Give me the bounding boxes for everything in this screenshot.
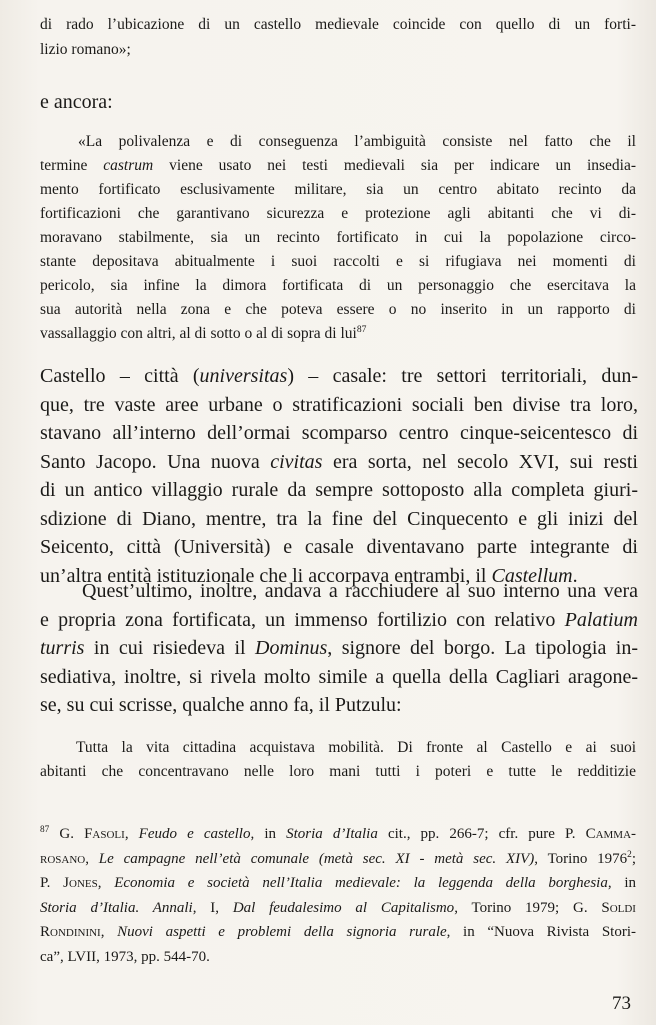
footnote-line-1 [40, 822, 636, 847]
p1-line-6: sdizione di Diano, mentre, tra la fine del Cinquecento e gli inizi del [40, 507, 638, 530]
text-run: , [85, 850, 99, 867]
quote-continuation [40, 12, 636, 62]
text-run: Castello – città ( [40, 365, 200, 387]
footnote-reference[interactable]: 87 [356, 323, 367, 335]
text-run: cit., pp. 266-7; cfr. pure P. [377, 826, 586, 842]
text-run: , in [607, 875, 636, 891]
p1-line-1 [40, 362, 638, 391]
p2-line-3 [40, 634, 638, 663]
work-title: Nuovi aspetti e problemi della signoria rurale [117, 924, 447, 940]
author-name: Fasoli [84, 826, 125, 842]
quote-main-line-5: moravano stabilmente, sia un recinto fortificato in cui la popolazione circo- [40, 229, 636, 246]
transition-text: e ancora: [40, 91, 113, 113]
work-title: Dal feudalesimo al Capitalismo [232, 899, 455, 916]
p1-line-5: di un antico villaggio rurale da sempre sottoposto alla completa giuri- [40, 479, 638, 501]
author-name: Camma- [585, 826, 637, 842]
author-name: Rondinini [40, 924, 101, 940]
work-title: Storia d’Italia [286, 826, 378, 842]
footnote-line-5 [40, 920, 636, 945]
work-title: Feudo e castello [138, 826, 251, 842]
text-run: , [124, 826, 139, 842]
author-name: Soldi [601, 899, 636, 916]
p2-line-2 [40, 606, 638, 635]
p2-line-5: se, su cui scrisse, qualche anno fa, il Putzulu: [40, 694, 402, 716]
body-paragraph-1 [40, 362, 638, 590]
text-run: , signore del borgo. La tipologia in- [327, 637, 638, 659]
footnote-line-4 [40, 896, 636, 921]
work-title: Economia e società nell’Italia medievale: la leggenda della borghesia [114, 875, 608, 891]
quote-main-line-2 [40, 154, 636, 178]
footnote-line-6: ca”, LVII, 1973, pp. 544-70. [40, 948, 210, 965]
text-run: in cui risiedeva il [84, 637, 256, 659]
text-run: Santo Jacopo. Una nuova [40, 450, 271, 473]
quote-main-line-9 [40, 322, 636, 346]
page-number: 73 [612, 993, 631, 1014]
quote-main-line-6: stante depositava abitualmente i suoi raccolti e si rifugiava nei momenti di [40, 253, 636, 270]
body-paragraph-2 [40, 577, 638, 720]
text-run: , [97, 875, 115, 891]
edition-superscript: 2 [627, 849, 632, 860]
block-quote [40, 130, 636, 346]
quote-bottom-line-1: Tutta la vita cittadina acquistava mobilità. Di fronte al Castello e ai suoi [76, 739, 636, 756]
italic-term-turris: turris [40, 637, 85, 659]
italic-term-civitas: civitas [270, 450, 323, 473]
text-run: . [572, 564, 578, 587]
footnote-number: 87 [40, 825, 50, 835]
text-run: viene usato nei testi medievali sia per indicare un insedia- [153, 157, 637, 174]
text-run: , in [250, 826, 287, 842]
text-run: era sorta, nel secolo XVI, sui resti [322, 450, 638, 473]
text-run: termine [40, 157, 104, 174]
work-title: Storia d’Italia. Annali [40, 899, 193, 916]
italic-term-dominus: Dominus [255, 637, 328, 659]
text-run: G. [49, 826, 85, 842]
quote-main-line-3: mento fortificato esclusivamente militare, sia un centro abitato recinto da [40, 181, 636, 198]
author-name: rosano [40, 850, 86, 867]
block-quote-putzulu [40, 736, 636, 784]
footnote-line-2 [40, 847, 636, 872]
italic-term-universitas: universitas [199, 365, 288, 387]
text-run: , [100, 924, 118, 940]
text-run: e propria zona fortificata, un immenso fortilizio con relativo [40, 608, 565, 631]
text-run: , I, [192, 899, 233, 916]
p2-line-4: sediativa, inoltre, si rivela molto simile a quella della Cagliari aragone- [40, 665, 638, 688]
text-run: un’altra entità istituzionale che li accorpava entrambi, il [40, 564, 492, 587]
italic-term-castrum: castrum [103, 157, 154, 174]
text-run: P. [40, 875, 64, 891]
p1-line-2: que, tre vaste aree urbane o stratificazioni sociali ben divise tra loro, [40, 393, 638, 416]
italic-term-castellum: Castellum [491, 564, 573, 587]
work-title: Le campagne nell’età comunale (metà sec. XI - metà sec. XIV) [98, 850, 535, 867]
quote-top-line-1: di rado l’ubicazione di un castello medievale coincide con quello di un forti- [40, 16, 636, 33]
text-run: ) – casale: tre settori territoriali, dun- [287, 365, 638, 387]
footnote-87 [40, 822, 636, 969]
italic-term-palatium: Palatium [564, 608, 638, 631]
text-run: , in “Nuova Rivista Stori- [446, 924, 636, 940]
quote-top-line-2: lizio romano»; [40, 41, 131, 58]
quote-main-line-8: sua autorità nella zona e che poteva essere o no inserito in un rapporto di [40, 301, 636, 318]
p1-line-4 [40, 448, 638, 477]
p1-line-3: stavano all’interno dell’ormai scomparso centro cinque-seicentesco di [40, 422, 638, 444]
p2-line-1: Quest’ultimo, inoltre, andava a racchiudere al suo interno una vera [82, 580, 638, 602]
text-run: ; [631, 850, 636, 867]
p1-line-7: Seicento, città (Università) e casale diventavano parte integrante di [40, 536, 638, 558]
quote-bottom-line-2: abitanti che concentravano nelle loro mani tutti i poteri e tutte le redditizie [40, 763, 636, 780]
footnote-line-3 [40, 871, 636, 896]
text-run: , Torino 1979; G. [454, 899, 602, 916]
quote-main-line-4: fortificazioni che garantivano sicurezza e protezione agli abitanti che vi di- [40, 205, 636, 222]
quote-main-line-1: «La polivalenza e di conseguenza l’ambiguità consiste nel fatto che il [78, 133, 636, 150]
text-run: vassallaggio con altri, al di sotto o al di sopra di lui [40, 325, 357, 342]
author-name: Jones [63, 875, 98, 891]
quote-main-line-7: pericolo, sia infine la dimora fortificata di un personaggio che esercitava la [40, 277, 636, 294]
text-run: , Torino 1976 [534, 850, 628, 867]
